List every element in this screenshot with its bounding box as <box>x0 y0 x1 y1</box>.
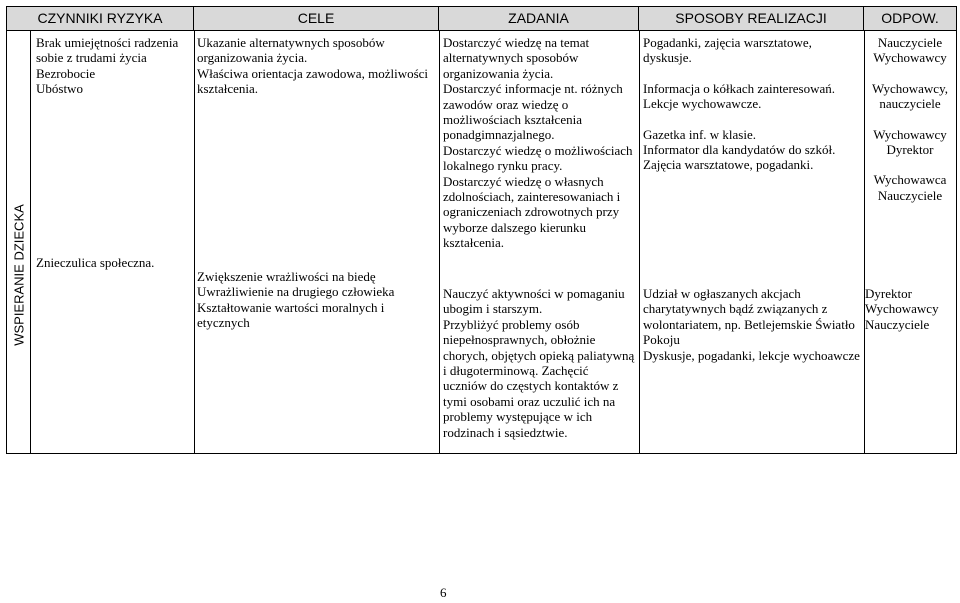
row1-methods-cell <box>643 35 861 173</box>
row2-methods-cell <box>643 286 861 363</box>
responsible-text: Wychowawcy <box>873 50 947 66</box>
row2-risk-cell <box>36 255 190 270</box>
header-methods: SPOSOBY REALIZACJI <box>639 7 864 30</box>
method-text: Pogadanki, zajęcia warsztatowe, dyskusje. <box>643 35 812 66</box>
column-divider <box>439 31 440 453</box>
responsible-text: Wychowawcy, nauczyciele <box>872 80 948 112</box>
header-responsible: ODPOW. <box>881 10 939 26</box>
risk-text: Brak umiejętności radzenia sobie z trudami życia <box>36 35 179 66</box>
task-text: Przybliżyć problemy osób niepełnosprawnych, obłożnie chorych, objętych opieką paliatywną i długoterminową. Zachęcić uczniów do częstych kontaktów z tymi osobami oraz uczulić ich na problemy występujące w ich rodzinach i sąsiedztwie. <box>443 316 635 440</box>
responsible-text: Nauczyciele <box>877 187 943 203</box>
row2-goals-cell <box>197 269 437 331</box>
responsible-text: Nauczyciele <box>865 316 930 332</box>
risk-factors-table <box>6 6 957 454</box>
row1-goals-cell <box>197 35 435 97</box>
task-text: Dostarczyć wiedzę o własnych zdolnościach, zainteresowaniach i ograniczeniach zdrowotnych przy wyborze dalszego kierunku kształcenia. <box>443 173 621 251</box>
side-label: WSPIERANIE DZIECKA <box>11 204 27 346</box>
goal-text: Właściwa orientacja zawodowa, możliwości kształcenia. <box>197 65 429 97</box>
task-text: Dostarczyć wiedzę o możliwościach lokalnego rynku pracy. <box>443 142 633 174</box>
responsible-text: Dyrektor <box>865 286 912 301</box>
responsible-text: Wychowawcy <box>865 301 939 317</box>
page-number: 6 <box>440 585 447 600</box>
goal-text: Uwrażliwienie na drugiego człowieka <box>197 284 395 300</box>
risk-text: Ubóstwo <box>36 81 83 97</box>
row1-responsible-cell <box>865 35 955 203</box>
risk-text: Znieczulica społeczna. <box>36 255 155 270</box>
responsible-text: Wychowawca <box>873 172 947 188</box>
risk-text: Bezrobocie <box>36 65 96 81</box>
method-text: Informacja o kółkach zainteresowań. <box>643 80 836 96</box>
column-divider <box>194 31 195 453</box>
task-text: Dostarczyć informacje nt. różnych zawodów oraz wiedzę o możliwościach kształcenia ponadgimnazjalnego. <box>443 81 623 143</box>
row1-tasks-cell <box>443 35 633 251</box>
method-text: Zajęcia warsztatowe, pogadanki. <box>643 157 814 173</box>
method-text: Informator dla kandydatów do szkół. <box>643 142 836 158</box>
row2-responsible-cell <box>865 286 955 332</box>
method-text: Gazetka inf. w klasie. <box>643 126 756 142</box>
header-goals: CELE <box>194 7 439 30</box>
table-header <box>7 7 956 31</box>
row2-tasks-cell <box>443 286 635 440</box>
goal-text: Ukazanie alternatywnych sposobów organizowania życia. <box>197 35 385 66</box>
responsible-text: Dyrektor <box>886 142 934 158</box>
row1-risk-cell <box>36 35 190 97</box>
method-text: Udział w ogłaszanych akcjach charytatywnych bądź związanych z wolontariatem, np. Betlejemskie Światło Pokoju <box>643 286 855 348</box>
method-text: Lekcje wychowawcze. <box>643 96 762 112</box>
goal-text: Zwiększenie wrażliwości na biedę <box>197 269 376 284</box>
side-label-column <box>7 31 31 453</box>
responsible-text: Nauczyciele <box>877 35 943 50</box>
header-risk-factors: CZYNNIKI RYZYKA <box>7 7 194 30</box>
task-text: Nauczyć aktywności w pomaganiu ubogim i starszym. <box>443 286 625 317</box>
header-tasks: ZADANIA <box>439 7 639 30</box>
column-divider <box>639 31 640 453</box>
method-text: Dyskusje, pogadanki, lekcje wychoawcze <box>643 347 860 363</box>
responsible-text: Wychowawcy <box>873 126 947 142</box>
task-text: Dostarczyć wiedzę na temat alternatywnych sposobów organizowania życia. <box>443 35 590 81</box>
goal-text: Kształtowanie wartości moralnych i etycznych <box>197 299 385 331</box>
